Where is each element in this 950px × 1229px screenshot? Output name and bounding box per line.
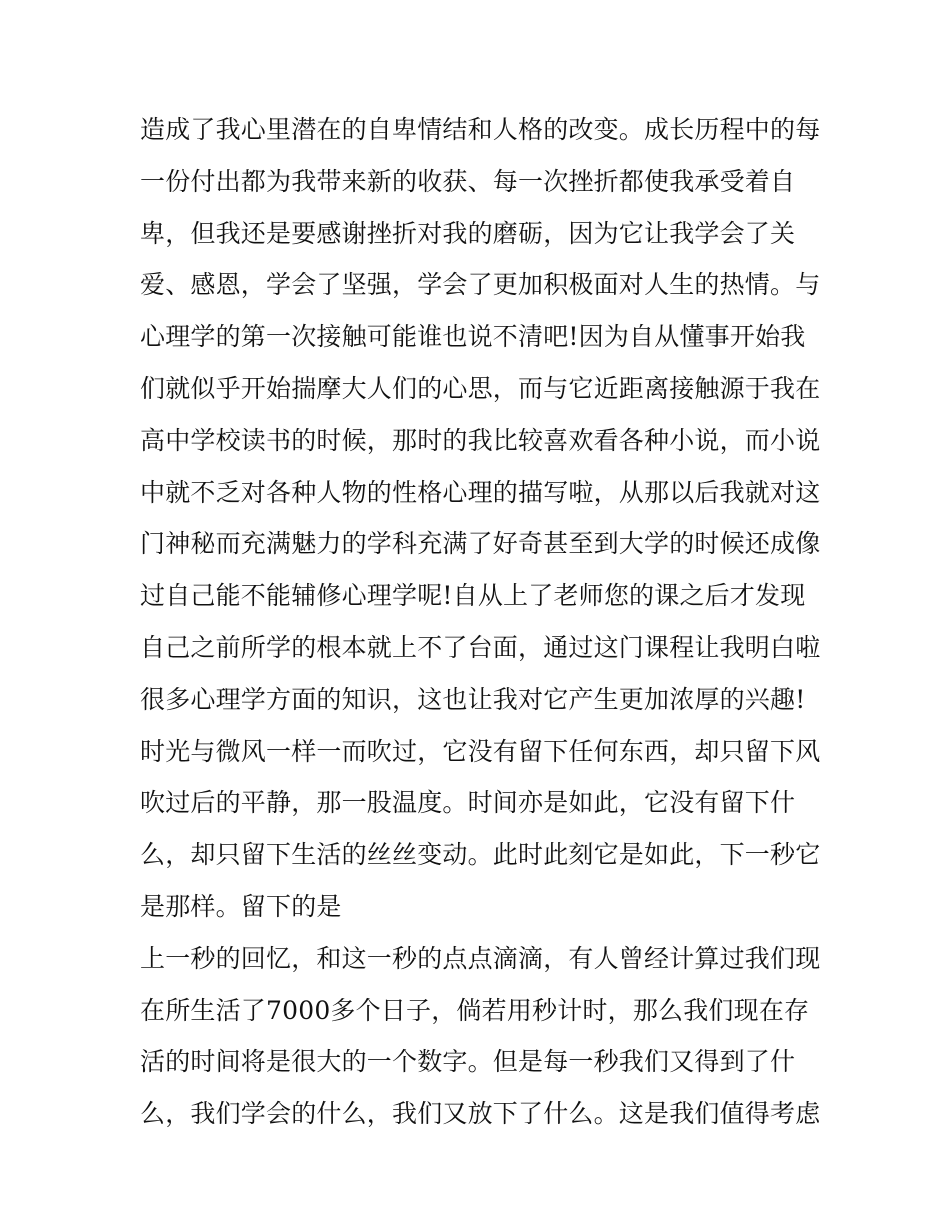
text-line-13: 时光与微风一样一而吹过，它没有留下任何东西，却只留下风 (140, 736, 821, 766)
text-line-16: 是那样。留下的是 (140, 891, 342, 921)
text-line-19: 活的时间将是很大的一个数字。但是每一秒我们又得到了什 (140, 1047, 796, 1077)
text-line-1: 造成了我心里潜在的自卑情结和人格的改变。成长历程中的每 (140, 115, 821, 144)
text-line-6: 们就似乎开始揣摩大人们的心思，而与它近距离接触源于我在 (140, 373, 821, 403)
text-line-18: 在所生活了7000多个日子，倘若用秒计时，那么我们现在存 (140, 995, 810, 1025)
text-line-14: 吹过后的平静，那一股温度。时间亦是如此，它没有留下什 (140, 788, 796, 818)
text-line-20: 么，我们学会的什么，我们又放下了什么。这是我们值得考虑 (140, 1099, 821, 1129)
document-body (140, 104, 820, 1140)
text-line-17: 上一秒的回忆，和这一秒的点点滴滴，有人曾经计算过我们现 (140, 943, 821, 973)
text-line-2: 一份付出都为我带来新的收获、每一次挫折都使我承受着自 (140, 166, 796, 196)
text-line-5: 心理学的第一次接触可能谁也说不清吧!因为自从懂事开始我 (140, 322, 806, 352)
text-line-8: 中就不乏对各种人物的性格心理的描写啦，从那以后我就对这 (140, 477, 821, 507)
text-line-3: 卑，但我还是要感谢挫折对我的磨砺，因为它让我学会了关 (140, 218, 796, 248)
text-line-9: 门神秘而充满魅力的学科充满了好奇甚至到大学的时候还成像 (140, 529, 821, 559)
text-line-12: 很多心理学方面的知识，这也让我对它产生更加浓厚的兴趣! (140, 684, 806, 714)
text-line-15: 么，却只留下生活的丝丝变动。此时此刻它是如此，下一秒它 (140, 840, 821, 870)
text-line-7: 高中学校读书的时候，那时的我比较喜欢看各种小说，而小说 (140, 425, 821, 455)
text-line-4: 爱、感恩，学会了坚强，学会了更加积极面对人生的热情。与 (140, 270, 821, 300)
text-line-11: 自己之前所学的根本就上不了台面，通过这门课程让我明白啦 (140, 632, 821, 662)
text-line-10: 过自己能不能辅修心理学呢!自从上了老师您的课之后才发现 (140, 581, 806, 611)
